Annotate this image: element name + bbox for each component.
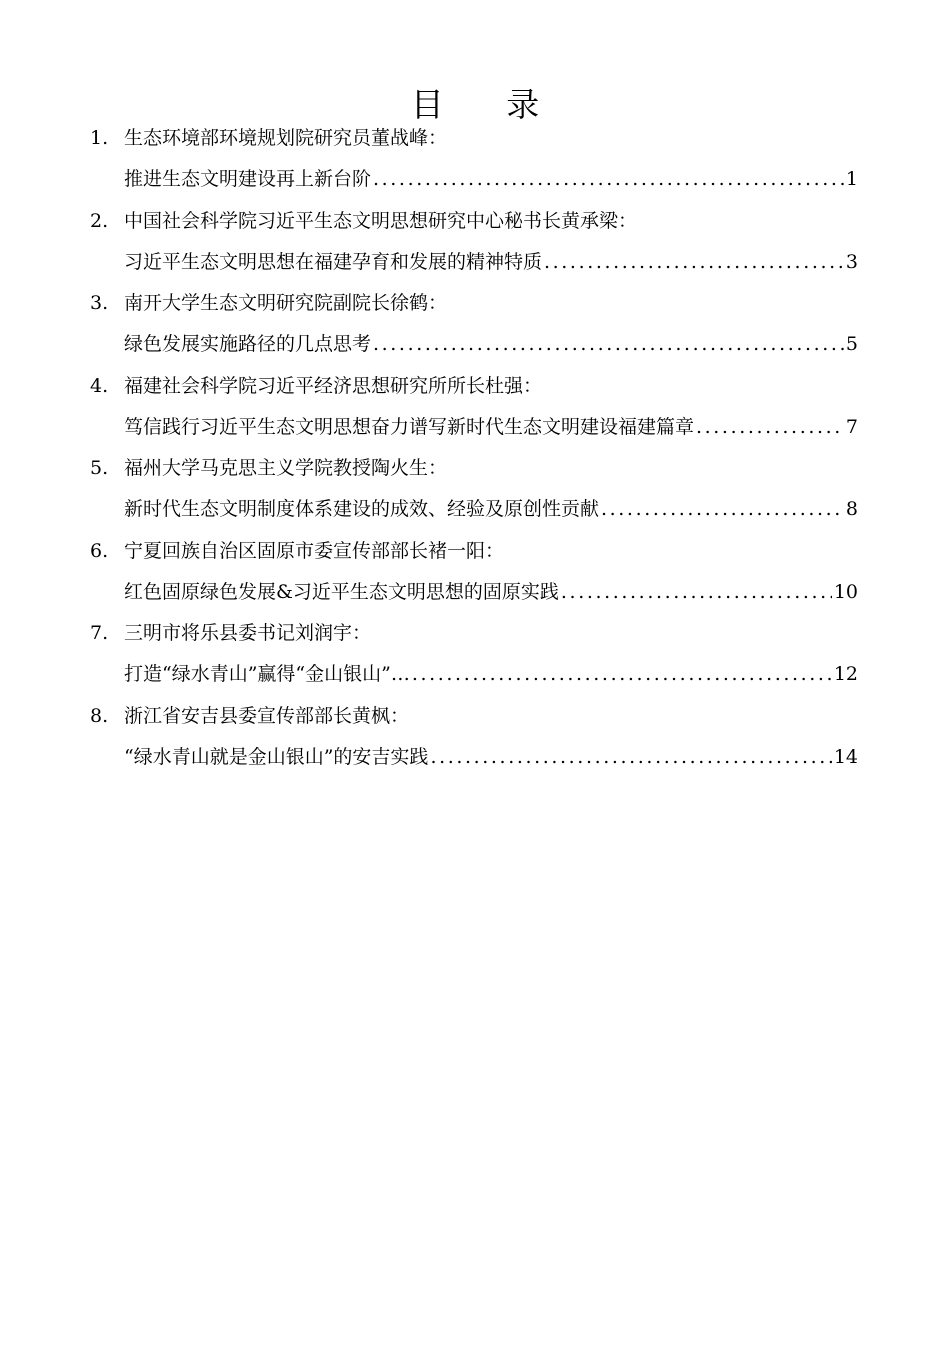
entry-author: 宁夏回族自治区固原市委宣传部部长褚一阳： [124,539,505,562]
toc-entry [90,366,858,449]
entry-page-number: 14 [833,745,858,768]
entry-title[interactable]: “绿水青山就是金山银山”的安吉实践 [124,745,429,768]
page-title: 目 录 [410,85,566,124]
entry-title[interactable]: 打造“绿水青山”赢得“金山银山”… [124,663,410,685]
entry-page-number: 3 [845,250,858,273]
entry-number: 6. [90,539,109,562]
entry-title[interactable]: 新时代生态文明制度体系建设的成效、经验及原创性贡献 [124,498,600,520]
entry-title[interactable]: 推进生态文明建设再上新台阶 [124,168,372,190]
toc-author-line [90,283,858,324]
entry-title[interactable]: 红色固原绿色发展&习近平生态文明思想的固原实践 [124,580,559,603]
entry-page-number: 8 [845,498,858,520]
entry-number: 5. [90,457,109,479]
entry-author: 生态环境部环境规划院研究员董战峰： [124,127,448,149]
toc-author-line [90,613,858,654]
entry-page-number: 7 [845,415,858,438]
entry-author: 福建社会科学院习近平经济思想研究所所长杜强： [124,374,543,397]
table-of-contents [90,118,858,778]
toc-title-line[interactable] [124,572,858,613]
dot-leader [696,407,844,448]
toc-author-line [90,201,858,242]
entry-number: 4. [90,374,109,397]
entry-number: 1. [90,127,109,149]
toc-author-line [90,118,858,159]
entry-author: 中国社会科学院习近平生态文明思想研究中心秘书长黄承梁： [124,209,638,232]
toc-entry [90,118,858,201]
entry-author: 南开大学生态文明研究院副院长徐鹤： [124,292,448,314]
dot-leader [601,489,844,530]
dot-leader [373,159,844,200]
toc-entry [90,531,858,614]
toc-entry [90,613,858,696]
entry-page-number: 5 [845,333,858,355]
dot-leader [544,242,844,283]
toc-entry [90,448,858,531]
entry-author: 三明市将乐县委书记刘润宇： [124,622,372,644]
toc-title-line[interactable] [124,489,858,530]
dot-leader [561,572,832,613]
entry-title[interactable]: 习近平生态文明思想在福建孕育和发展的精神特质 [124,250,543,273]
entry-number: 2. [90,209,109,232]
entry-number: 3. [90,292,109,314]
toc-author-line [90,366,858,407]
entry-title[interactable]: 绿色发展实施路径的几点思考 [124,333,372,355]
toc-author-line [90,696,858,737]
toc-entry [90,696,858,779]
entry-author: 福州大学马克思主义学院教授陶火生： [124,457,448,479]
entry-page-number: 1 [845,168,858,190]
toc-author-line [90,448,858,489]
dot-leader [412,654,832,695]
entry-number: 8. [90,704,109,727]
entry-author: 浙江省安吉县委宣传部部长黄枫： [124,704,410,727]
entry-number: 7. [90,622,109,644]
toc-entry [90,201,858,284]
entry-page-number: 10 [833,580,858,603]
toc-title-line[interactable] [124,737,858,778]
toc-entry [90,283,858,366]
toc-author-line [90,531,858,572]
toc-title-line[interactable] [124,407,858,448]
toc-title-line[interactable] [124,324,858,365]
dot-leader [373,324,844,365]
entry-page-number: 12 [833,663,858,685]
toc-title-line[interactable] [124,159,858,200]
dot-leader [430,737,831,778]
entry-title[interactable]: 笃信践行习近平生态文明思想奋力谱写新时代生态文明建设福建篇章 [124,415,695,438]
toc-title-line[interactable] [124,242,858,283]
toc-title-line[interactable] [124,654,858,695]
